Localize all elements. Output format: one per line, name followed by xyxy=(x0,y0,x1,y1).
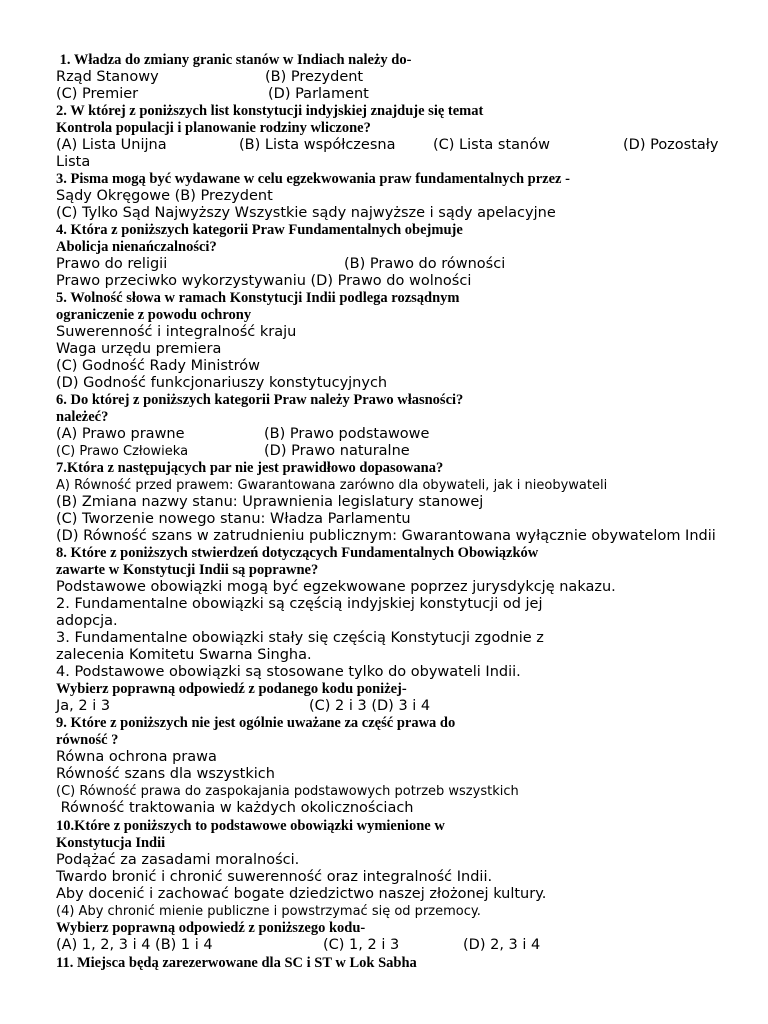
statement-4: 4. Podstawowe obowiązki są stosowane tylko do obywateli Indii. xyxy=(56,664,521,680)
option-a: Prawo do religii xyxy=(56,256,168,272)
code-options-ab: Ja, 2 i 3 xyxy=(56,698,111,714)
options-cd: Prawo przeciwko wykorzystywaniu (D) Prawo do wolności xyxy=(56,273,472,289)
option-c: (C) Premier xyxy=(56,86,139,102)
option-a: A) Równość przed prawem: Gwarantowana zarówno dla obywateli, jak i nieobywateli xyxy=(56,478,608,493)
option-c: (C) Tworzenie nowego stanu: Władza Parlamentu xyxy=(56,511,411,527)
code-options-ab: (A) 1, 2, 3 i 4 (B) 1 i 4 xyxy=(56,937,213,953)
option-b: (B) Prezydent xyxy=(265,69,364,85)
option-a: Rząd Stanowy xyxy=(56,69,159,85)
option-d: (D) Parlament xyxy=(268,86,369,102)
statement-2-cont: adopcja. xyxy=(56,613,118,629)
question-10-cont: Konstytucja Indii xyxy=(56,835,166,851)
options-ab: Sądy Okręgowe (B) Prezydent xyxy=(56,188,273,204)
option-d: (D) Pozostały xyxy=(623,137,719,153)
option-b: (B) Prawo podstawowe xyxy=(264,426,430,442)
question-6-cont: należeć? xyxy=(56,409,109,425)
statement-1: Podstawowe obowiązki mogą być egzekwowane poprzez jurysdykcję nakazu. xyxy=(56,579,616,595)
question-11: 11. Miejsca będą zarezerwowane dla SC i ST w Lok Sabha xyxy=(56,955,417,971)
option-c: (C) Godność Rady Ministrów xyxy=(56,358,260,374)
option-b: (B) Lista współczesna xyxy=(239,137,396,153)
option-d: (D) Prawo naturalne xyxy=(264,443,410,459)
question-5: 5. Wolność słowa w ramach Konstytucji Indii podlega rozsądnym xyxy=(56,290,460,306)
question-5-cont: ograniczenie z powodu ochrony xyxy=(56,307,252,323)
option-b: Równość szans dla wszystkich xyxy=(56,766,275,782)
option-a: Równa ochrona prawa xyxy=(56,749,217,765)
option-c: (C) Prawo Człowieka xyxy=(56,444,189,459)
option-d: (D) Godność funkcjonariuszy konstytucyjnych xyxy=(56,375,388,391)
option-d-cont: Lista xyxy=(56,154,91,170)
option-d: Równość traktowania w każdych okolicznościach xyxy=(56,800,414,816)
option-c: (C) Równość prawa do zaspokajania podstawowych potrzeb wszystkich xyxy=(56,784,519,799)
options-cd: (C) Tylko Sąd Najwyższy Wszystkie sądy najwyższe i sądy apelacyjne xyxy=(56,205,556,221)
question-4: 4. Która z poniższych kategorii Praw Fundamentalnych obejmuje xyxy=(56,222,463,238)
code-option-d: (D) 2, 3 i 4 xyxy=(463,937,541,953)
statement-3-cont: zalecenia Komitetu Swarna Singha. xyxy=(56,647,312,663)
code-prompt: Wybierz poprawną odpowiedź z poniższego kodu- xyxy=(56,920,366,936)
question-8: 8. Które z poniższych stwierdzeń dotyczących Fundamentalnych Obowiązków xyxy=(56,545,539,561)
question-10: 10.Które z poniższych to podstawowe obowiązki wymienione w xyxy=(56,818,445,834)
code-options-cd: (C) 2 i 3 (D) 3 i 4 xyxy=(309,698,431,714)
statement-2: 2. Fundamentalne obowiązki są częścią indyjskiej konstytucji od jej xyxy=(56,596,543,612)
code-option-c: (C) 1, 2 i 3 xyxy=(323,937,400,953)
question-1: 1. Władza do zmiany granic stanów w Indiach należy do- xyxy=(56,52,412,68)
item-3: Aby docenić i zachować bogate dziedzictwo naszej złożonej kultury. xyxy=(56,886,547,902)
option-b: (B) Zmiana nazwy stanu: Uprawnienia legislatury stanowej xyxy=(56,494,484,510)
question-2: 2. W której z poniższych list konstytucji indyjskiej znajduje się temat xyxy=(56,103,484,119)
item-1: Podążać za zasadami moralności. xyxy=(56,852,300,868)
option-a: (A) Prawo prawne xyxy=(56,426,185,442)
option-c: (C) Lista stanów xyxy=(433,137,550,153)
item-2: Twardo bronić i chronić suwerenność oraz integralność Indii. xyxy=(56,869,493,885)
question-3: 3. Pisma mogą być wydawane w celu egzekwowania praw fundamentalnych przez - xyxy=(56,171,570,187)
question-7: 7.Która z następujących par nie jest prawidłowo dopasowana? xyxy=(56,460,444,476)
question-2-cont: Kontrola populacji i planowanie rodziny wliczone? xyxy=(56,120,371,136)
option-a: (A) Lista Unijna xyxy=(56,137,167,153)
option-a: Suwerenność i integralność kraju xyxy=(56,324,297,340)
option-b: (B) Prawo do równości xyxy=(344,256,506,272)
question-9-cont: równość ? xyxy=(56,732,119,748)
option-d: (D) Równość szans w zatrudnieniu publicznym: Gwarantowana wyłącznie obywatelom Indii xyxy=(56,528,716,544)
question-8-cont: zawarte w Konstytucji Indii są poprawne? xyxy=(56,562,319,578)
statement-3: 3. Fundamentalne obowiązki stały się częścią Konstytucji zgodnie z xyxy=(56,630,544,646)
option-b: Waga urzędu premiera xyxy=(56,341,222,357)
code-prompt: Wybierz poprawną odpowiedź z podanego kodu poniżej- xyxy=(56,681,407,697)
item-4: (4) Aby chronić mienie publiczne i powstrzymać się od przemocy. xyxy=(56,904,481,919)
question-6: 6. Do której z poniższych kategorii Praw należy Prawo własności? xyxy=(56,392,464,408)
question-4-cont: Abolicja nienańczalności? xyxy=(56,239,217,255)
question-9: 9. Które z poniższych nie jest ogólnie uważane za część prawa do xyxy=(56,715,456,731)
